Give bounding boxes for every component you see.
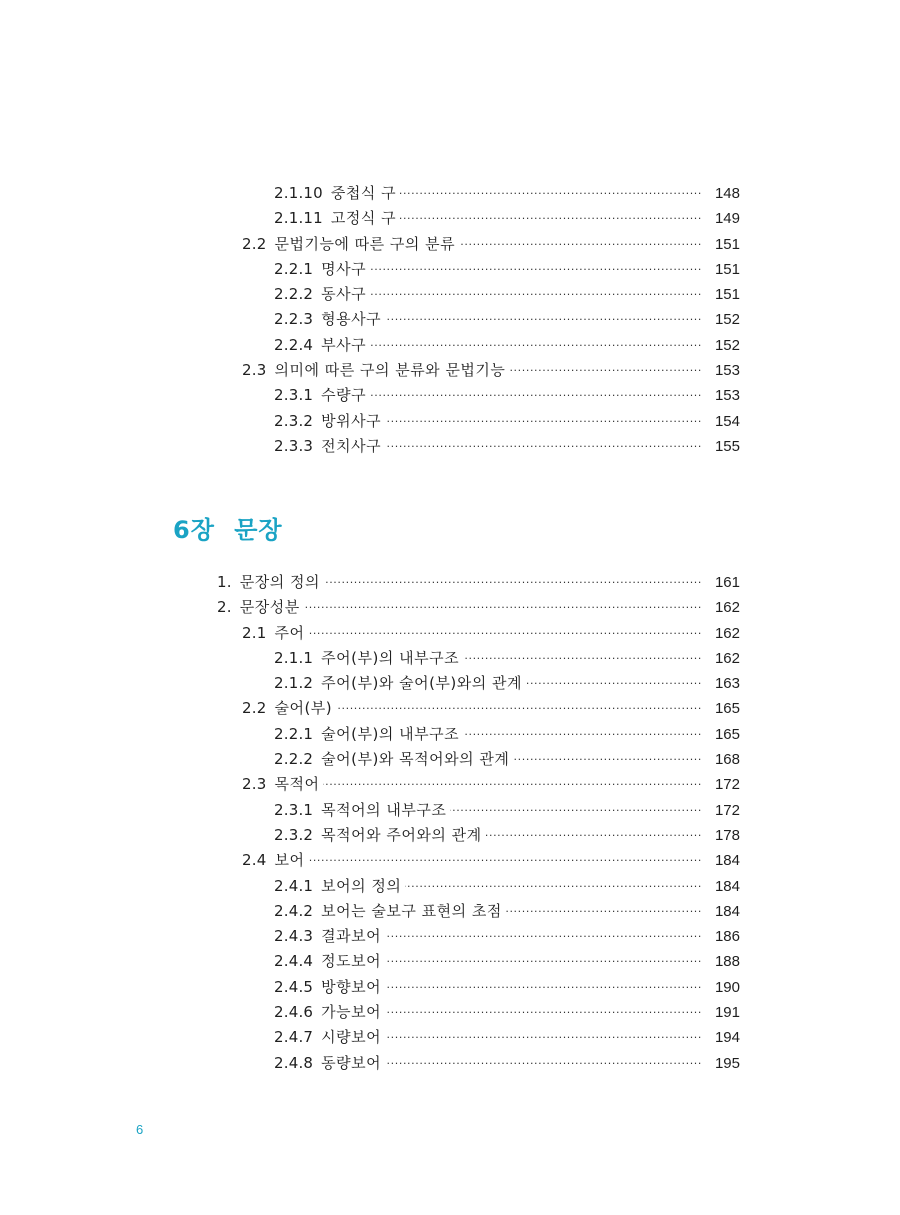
toc-dot-leader bbox=[463, 722, 702, 747]
toc-entry-number: 1. bbox=[217, 573, 232, 591]
toc-dot-leader bbox=[450, 798, 702, 823]
toc-entry-page: 194 bbox=[714, 1029, 740, 1047]
toc-entry[interactable] bbox=[0, 823, 900, 848]
toc-entry[interactable] bbox=[0, 1000, 900, 1025]
toc-entry-title: 술어(부)의 내부구조 bbox=[321, 724, 460, 743]
toc-entry-number: 2. bbox=[217, 598, 232, 617]
toc-entry-title: 고정식 구 bbox=[330, 209, 397, 228]
toc-entry-number: 2.4.1 bbox=[274, 876, 314, 895]
toc-entry-title: 방위사구 bbox=[321, 411, 382, 430]
toc-entry-title: 중첩식 구 bbox=[330, 184, 397, 202]
toc-dot-leader bbox=[370, 282, 702, 307]
toc-list-chapter-6 bbox=[0, 570, 900, 1076]
toc-entry-number: 2.3.3 bbox=[274, 436, 314, 455]
toc-entry-number: 2.4.5 bbox=[274, 977, 314, 996]
toc-dot-leader bbox=[308, 621, 702, 646]
toc-entry-page: 184 bbox=[714, 902, 740, 920]
toc-entry-number: 2.3.2 bbox=[274, 411, 314, 430]
toc-entry[interactable] bbox=[0, 747, 900, 772]
toc-dot-leader bbox=[526, 671, 702, 696]
toc-entry-title: 주어(부)와 술어(부)와의 관계 bbox=[321, 674, 523, 693]
toc-entry-page: 188 bbox=[714, 953, 740, 971]
toc-dot-leader bbox=[385, 1051, 702, 1076]
toc-entry-page: 152 bbox=[714, 311, 740, 329]
toc-entry-number: 2.2.3 bbox=[274, 310, 314, 329]
toc-entry-title: 가능보어 bbox=[321, 1003, 382, 1022]
toc-entry[interactable] bbox=[0, 282, 900, 307]
toc-entry[interactable] bbox=[0, 434, 900, 459]
toc-entry-number: 2.3.2 bbox=[274, 825, 314, 844]
toc-entry-title: 방향보어 bbox=[321, 977, 382, 996]
toc-dot-leader bbox=[385, 1025, 702, 1050]
toc-entry-title: 문법기능에 따른 구의 분류 bbox=[274, 234, 456, 253]
toc-entry[interactable] bbox=[0, 646, 900, 671]
toc-entry[interactable] bbox=[0, 232, 900, 257]
toc-dot-leader bbox=[370, 333, 702, 358]
toc-entry-page: 190 bbox=[714, 978, 740, 996]
toc-entry-number: 2.2 bbox=[242, 699, 267, 718]
toc-dot-leader bbox=[385, 949, 702, 974]
toc-entry[interactable] bbox=[0, 307, 900, 332]
toc-entry-page: 154 bbox=[714, 412, 740, 430]
toc-entry-page: 184 bbox=[714, 852, 740, 870]
toc-entry-title: 술어(부) bbox=[274, 699, 333, 718]
toc-entry-number: 2.4.6 bbox=[274, 1003, 314, 1022]
toc-entry[interactable] bbox=[0, 874, 900, 899]
toc-entry-title: 정도보어 bbox=[321, 952, 382, 971]
toc-entry-page: 195 bbox=[714, 1054, 740, 1072]
toc-entry-page: 162 bbox=[714, 624, 740, 642]
toc-entry-page: 153 bbox=[714, 362, 740, 380]
toc-entry-number: 2.4.2 bbox=[274, 901, 314, 920]
toc-entry-page: 184 bbox=[714, 877, 740, 895]
toc-entry-page: 168 bbox=[714, 751, 740, 769]
toc-entry-page: 163 bbox=[714, 675, 740, 693]
toc-entry-title: 문장성분 bbox=[239, 598, 300, 617]
toc-entry-page: 165 bbox=[714, 725, 740, 743]
toc-dot-leader bbox=[400, 206, 702, 231]
toc-entry[interactable] bbox=[0, 949, 900, 974]
toc-entry-page: 186 bbox=[714, 928, 740, 946]
toc-entry-page: 165 bbox=[714, 700, 740, 718]
toc-entry-title: 전치사구 bbox=[321, 436, 382, 455]
toc-entry-page: 162 bbox=[714, 649, 740, 667]
chapter-heading: 6장 문장 bbox=[173, 516, 283, 544]
toc-entry[interactable] bbox=[0, 206, 900, 231]
toc-entry-page: 148 bbox=[714, 185, 740, 202]
toc-entry-title: 시량보어 bbox=[321, 1028, 382, 1047]
toc-entry-title: 목적어와 주어와의 관계 bbox=[321, 825, 482, 844]
toc-entry-page: 151 bbox=[714, 235, 740, 253]
toc-entry-number: 2.2.1 bbox=[274, 259, 314, 278]
toc-dot-leader bbox=[459, 232, 702, 257]
toc-entry-title: 보어의 정의 bbox=[321, 876, 402, 895]
toc-dot-leader bbox=[405, 874, 702, 899]
toc-entry-title: 수량구 bbox=[321, 386, 367, 405]
toc-dot-leader bbox=[463, 646, 702, 671]
toc-entry-title: 술어(부)와 목적어와의 관계 bbox=[321, 750, 510, 769]
toc-entry[interactable] bbox=[0, 696, 900, 721]
toc-entry-title: 의미에 따른 구의 분류와 문법기능 bbox=[274, 361, 506, 380]
toc-entry[interactable] bbox=[0, 257, 900, 282]
toc-dot-leader bbox=[385, 307, 702, 332]
toc-entry-title: 형용사구 bbox=[321, 310, 382, 329]
toc-entry-page: 172 bbox=[714, 776, 740, 794]
toc-dot-leader bbox=[385, 975, 702, 1000]
toc-entry[interactable] bbox=[0, 772, 900, 797]
toc-entry-page: 178 bbox=[714, 826, 740, 844]
toc-entry[interactable] bbox=[0, 181, 900, 206]
toc-entry-page: 151 bbox=[714, 260, 740, 278]
toc-dot-leader bbox=[370, 383, 702, 408]
toc-dot-leader bbox=[486, 823, 702, 848]
toc-entry[interactable] bbox=[0, 1051, 900, 1076]
toc-dot-leader bbox=[336, 696, 702, 721]
toc-entry-number: 2.1.10 bbox=[274, 184, 323, 202]
toc-entry-title: 문장의 정의 bbox=[239, 573, 320, 591]
toc-entry[interactable] bbox=[0, 924, 900, 949]
toc-entry-title: 동량보어 bbox=[321, 1053, 382, 1072]
toc-dot-leader bbox=[370, 257, 702, 282]
toc-entry-page: 155 bbox=[714, 437, 740, 455]
toc-entry-title: 주어 bbox=[274, 623, 305, 642]
toc-entry-number: 2.2.4 bbox=[274, 335, 314, 354]
toc-entry-title: 목적어 bbox=[274, 775, 320, 794]
toc-list-continued bbox=[0, 181, 900, 459]
toc-dot-leader bbox=[385, 924, 702, 949]
page-number: 6 bbox=[136, 1122, 144, 1137]
toc-entry-page: 151 bbox=[714, 286, 740, 304]
toc-entry-number: 2.4.7 bbox=[274, 1028, 314, 1047]
toc-entry[interactable] bbox=[0, 570, 900, 595]
toc-entry[interactable] bbox=[0, 333, 900, 358]
toc-entry-title: 보어는 술보구 표현의 초점 bbox=[321, 901, 502, 920]
toc-entry-title: 명사구 bbox=[321, 259, 367, 278]
toc-entry[interactable] bbox=[0, 975, 900, 1000]
toc-entry-title: 부사구 bbox=[321, 335, 367, 354]
toc-dot-leader bbox=[513, 747, 702, 772]
toc-entry-number: 2.2.2 bbox=[274, 750, 314, 769]
toc-entry-number: 2.3.1 bbox=[274, 800, 314, 819]
toc-entry-title: 주어(부)의 내부구조 bbox=[321, 648, 460, 667]
toc-dot-leader bbox=[385, 409, 702, 434]
toc-entry[interactable] bbox=[0, 722, 900, 747]
toc-dot-leader bbox=[304, 595, 702, 620]
toc-entry-page: 191 bbox=[714, 1004, 740, 1022]
toc-entry-number: 2.2.1 bbox=[274, 724, 314, 743]
toc-entry-title: 동사구 bbox=[321, 285, 367, 304]
toc-entry[interactable] bbox=[0, 409, 900, 434]
toc-dot-leader bbox=[385, 434, 702, 459]
toc-entry-page: 161 bbox=[714, 574, 740, 591]
toc-entry[interactable] bbox=[0, 621, 900, 646]
toc-dot-leader bbox=[308, 848, 702, 873]
toc-dot-leader bbox=[400, 181, 702, 206]
toc-entry-number: 2.1.1 bbox=[274, 648, 314, 667]
toc-dot-leader bbox=[509, 358, 702, 383]
toc-entry-page: 162 bbox=[714, 599, 740, 617]
toc-entry[interactable] bbox=[0, 358, 900, 383]
toc-entry-number: 2.3.1 bbox=[274, 386, 314, 405]
toc-dot-leader bbox=[324, 570, 702, 595]
toc-entry[interactable] bbox=[0, 671, 900, 696]
toc-dot-leader bbox=[323, 772, 702, 797]
toc-entry-number: 2.2 bbox=[242, 234, 267, 253]
toc-entry-number: 2.4.4 bbox=[274, 952, 314, 971]
toc-entry-title: 결과보어 bbox=[321, 927, 382, 946]
toc-entry-number: 2.4.8 bbox=[274, 1053, 314, 1072]
toc-entry-number: 2.4 bbox=[242, 851, 267, 870]
toc-entry-number: 2.3 bbox=[242, 361, 267, 380]
toc-entry-number: 2.4.3 bbox=[274, 927, 314, 946]
toc-entry-page: 153 bbox=[714, 387, 740, 405]
toc-entry-page: 152 bbox=[714, 336, 740, 354]
toc-entry-number: 2.1.11 bbox=[274, 209, 323, 228]
toc-entry[interactable] bbox=[0, 383, 900, 408]
toc-entry[interactable] bbox=[0, 848, 900, 873]
toc-entry[interactable] bbox=[0, 595, 900, 620]
toc-entry-title: 목적어의 내부구조 bbox=[321, 800, 447, 819]
toc-entry[interactable] bbox=[0, 798, 900, 823]
toc-entry[interactable] bbox=[0, 1025, 900, 1050]
toc-entry-number: 2.2.2 bbox=[274, 285, 314, 304]
toc-entry-title: 보어 bbox=[274, 851, 305, 870]
toc-entry-number: 2.1 bbox=[242, 623, 267, 642]
toc-entry-page: 172 bbox=[714, 801, 740, 819]
toc-dot-leader bbox=[385, 1000, 702, 1025]
toc-entry[interactable] bbox=[0, 899, 900, 924]
toc-entry-number: 2.1.2 bbox=[274, 674, 314, 693]
toc-entry-number: 2.3 bbox=[242, 775, 267, 794]
toc-entry-page: 149 bbox=[714, 210, 740, 228]
toc-dot-leader bbox=[506, 899, 702, 924]
